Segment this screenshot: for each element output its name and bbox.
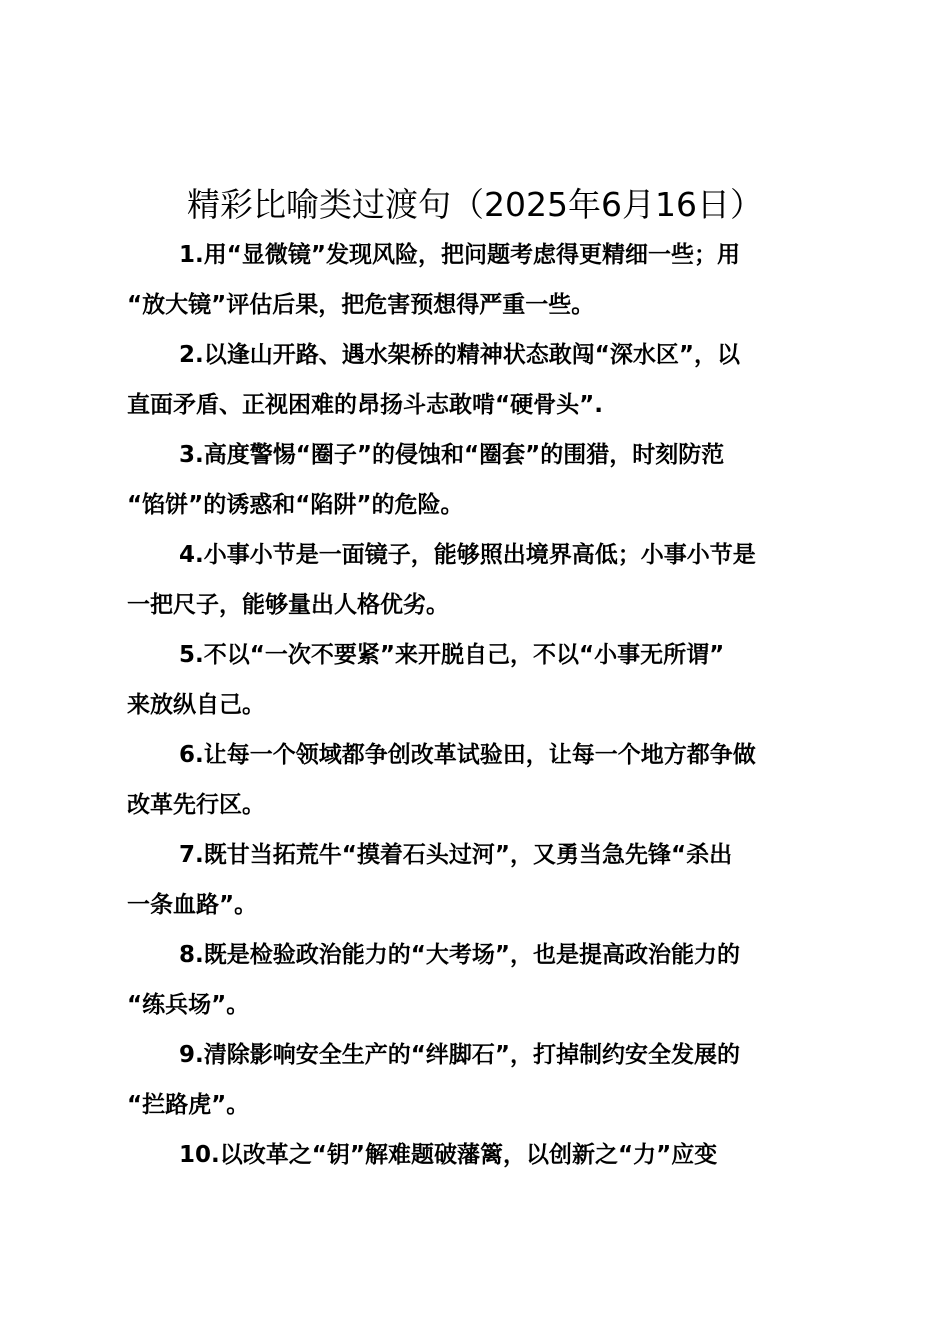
item-line: 改革先行区。 xyxy=(127,792,265,818)
item-line: “拦路虎”。 xyxy=(127,1092,250,1118)
item-line: 来放纵自己。 xyxy=(127,692,265,718)
list-item xyxy=(127,530,833,630)
list-item xyxy=(127,630,833,730)
item-line: “练兵场”。 xyxy=(127,992,250,1018)
list-item xyxy=(127,430,833,530)
item-line: 一条血路”。 xyxy=(127,892,258,918)
list-item xyxy=(127,1130,833,1180)
list-item xyxy=(127,230,833,330)
item-line: 4.小事小节是一面镜子，能够照出境界高低；小事小节是 xyxy=(179,542,756,568)
item-line: “放大镜”评估后果，把危害预想得严重一些。 xyxy=(127,292,595,318)
list-item xyxy=(127,730,833,830)
item-line: 1.用“显微镜”发现风险，把问题考虑得更精细一些；用 xyxy=(179,242,740,268)
list-item xyxy=(127,930,833,1030)
item-line: 5.不以“一次不要紧”来开脱自己，不以“小事无所谓” xyxy=(179,642,725,668)
list-item xyxy=(127,330,833,430)
list-item xyxy=(127,1030,833,1130)
item-line: 一把尺子，能够量出人格优劣。 xyxy=(127,592,449,618)
document-title: 精彩比喻类过渡句（2025年6月16日） xyxy=(187,185,763,224)
item-line: 9.清除影响安全生产的“绊脚石”，打掉制约安全发展的 xyxy=(179,1042,740,1068)
item-line: 直面矛盾、正视困难的昂扬斗志敢啃“硬骨头”. xyxy=(127,392,603,418)
item-line: 2.以逢山开路、遇水架桥的精神状态敢闯“深水区”，以 xyxy=(179,342,740,368)
item-line: 7.既甘当拓荒牛“摸着石头过河”，又勇当急先锋“杀出 xyxy=(179,842,733,868)
item-line: 10.以改革之“钥”解难题破藩篱，以创新之“力”应变 xyxy=(179,1142,718,1168)
item-line: 3.高度警惕“圈子”的侵蚀和“圈套”的围猎，时刻防范 xyxy=(179,442,725,468)
list-item xyxy=(127,830,833,930)
item-line: 6.让每一个领域都争创改革试验田，让每一个地方都争做 xyxy=(179,742,756,768)
item-line: “馅饼”的诱惑和“陷阱”的危险。 xyxy=(127,492,464,518)
item-line: 8.既是检验政治能力的“大考场”，也是提高政治能力的 xyxy=(179,942,740,968)
